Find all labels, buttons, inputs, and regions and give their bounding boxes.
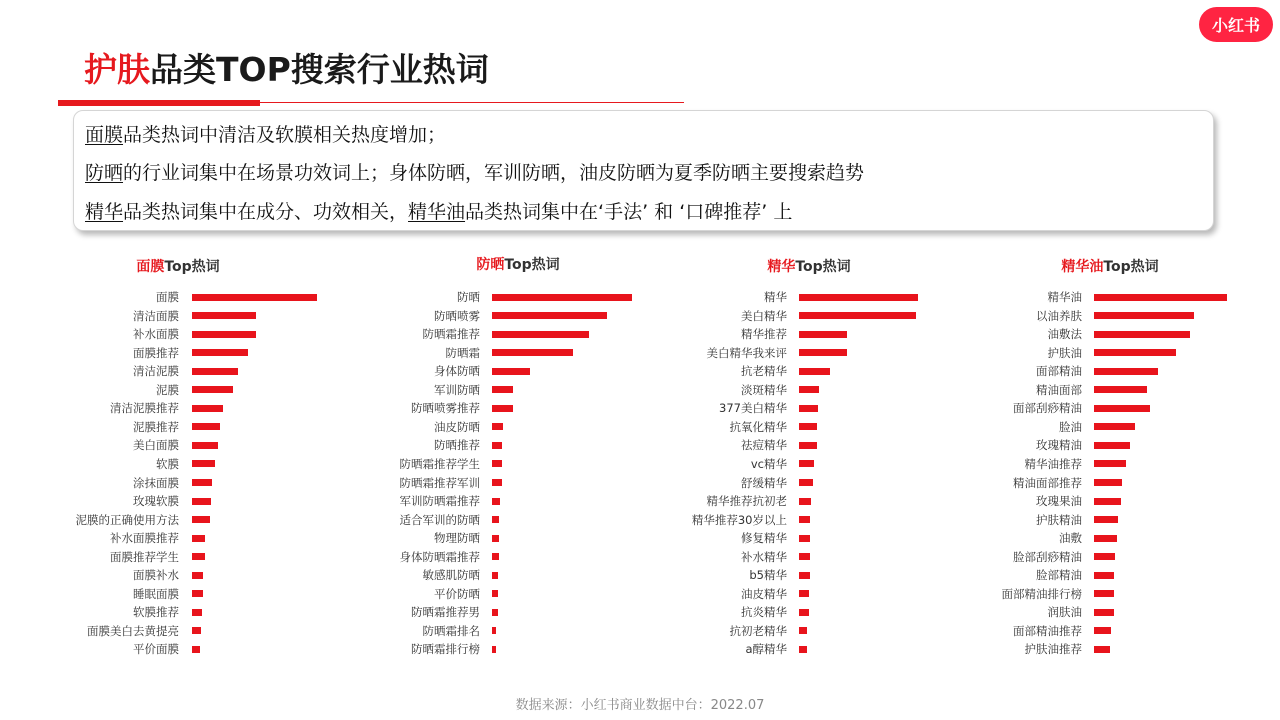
bar — [1094, 516, 1118, 523]
category-label: 以油养肤 — [1036, 308, 1082, 323]
bar — [492, 405, 513, 412]
category-label: 润肤油 — [1047, 605, 1082, 620]
bar — [492, 331, 589, 338]
bar — [492, 460, 502, 467]
category-label: 面膜补水 — [133, 568, 179, 583]
chart-title-highlight: 精华油 — [1061, 259, 1104, 275]
category-label: 精油面部 — [1036, 382, 1082, 397]
bar — [1094, 405, 1150, 412]
category-label: 面部刮痧精油 — [1013, 401, 1082, 416]
category-label: 软膜推荐 — [133, 605, 179, 620]
chart-title — [767, 256, 850, 276]
category-label: 补水面膜 — [133, 327, 179, 342]
summary-keyword: 防晒 — [85, 162, 124, 184]
category-label: 祛痘精华 — [741, 438, 787, 453]
bar — [1094, 572, 1114, 579]
bar — [1094, 553, 1115, 560]
bar — [799, 423, 817, 430]
bar — [1094, 331, 1190, 338]
category-label: 脸油 — [1059, 419, 1082, 434]
bar — [799, 627, 807, 634]
bar — [1094, 386, 1147, 393]
category-label: 防晒霜 — [445, 345, 480, 360]
category-label: 防晒 — [457, 290, 480, 304]
bar — [192, 386, 233, 393]
chart-title — [476, 254, 559, 274]
category-label: 清洁面膜 — [133, 308, 179, 323]
category-label: 精华油推荐 — [1024, 456, 1082, 471]
bar — [192, 331, 256, 338]
bar — [192, 609, 202, 616]
bar — [492, 386, 513, 393]
chart-title-rest: Top热词 — [1103, 259, 1159, 275]
category-label: 泥膜推荐 — [133, 419, 179, 434]
category-label: 美白精华 — [741, 308, 787, 323]
bar — [192, 423, 220, 430]
summary-box — [73, 110, 1214, 231]
bar — [192, 646, 200, 653]
bar — [1094, 627, 1111, 634]
category-label: 平价防晒 — [434, 586, 480, 601]
bar — [492, 498, 500, 505]
logo-text: 小红书 — [1211, 16, 1260, 35]
bar — [192, 312, 256, 319]
bar — [192, 405, 223, 412]
category-label: 舒缓精华 — [741, 475, 787, 490]
category-label: 油皮防晒 — [434, 419, 480, 434]
bar — [492, 627, 496, 634]
category-label: 清洁泥膜 — [133, 364, 179, 379]
bar — [192, 627, 201, 634]
summary-keyword: 面膜 — [85, 124, 124, 146]
bar — [492, 535, 499, 542]
category-label: 软膜 — [156, 456, 179, 471]
category-label: 防晒霜推荐 — [422, 327, 480, 342]
category-label: 抗初老精华 — [729, 623, 787, 638]
bar — [799, 609, 809, 616]
summary-keyword: 精华油 — [408, 201, 466, 223]
bar — [492, 368, 530, 375]
bar — [1094, 498, 1121, 505]
category-label: 玫瑰果油 — [1036, 494, 1082, 509]
bar — [1094, 535, 1117, 542]
chart-title — [136, 256, 219, 276]
bar — [799, 386, 819, 393]
summary-text: 的行业词集中在场景功效词上；身体防晒，军训防晒，油皮防晒为夏季防晒主要搜索趋势 — [123, 162, 865, 184]
category-label: 面部精油推荐 — [1013, 623, 1082, 638]
page-title — [84, 48, 489, 92]
title-highlight: 护肤 — [84, 50, 150, 89]
bar — [799, 294, 918, 301]
bar — [192, 498, 211, 505]
category-label: 防晒霜排名 — [422, 623, 480, 638]
summary-line-1 — [85, 122, 446, 148]
bar — [192, 572, 203, 579]
bar — [799, 553, 810, 560]
category-label: 护肤精油 — [1036, 512, 1082, 527]
summary-text: 品类热词集中在‘手法’ 和 ‘口碑推荐’ 上 — [465, 201, 793, 223]
category-label: 面膜 — [156, 290, 179, 304]
category-label: 面部精油排行榜 — [1001, 586, 1082, 601]
data-source-footer: 数据来源：小红书商业数据中台：2022.07 — [515, 698, 765, 713]
bar — [192, 553, 205, 560]
summary-line-2 — [85, 160, 864, 186]
category-label: 防晒推荐 — [434, 438, 480, 453]
bar — [492, 609, 498, 616]
category-label: 军训防晒 — [434, 382, 480, 397]
bar — [492, 646, 496, 653]
chart-title-rest: Top热词 — [795, 259, 851, 275]
summary-text: 品类热词中清洁及软膜相关热度增加； — [123, 124, 447, 146]
bar — [1094, 442, 1130, 449]
category-label: 清洁泥膜推荐 — [110, 401, 179, 416]
bar — [799, 442, 817, 449]
category-label: 护肤油推荐 — [1024, 642, 1082, 657]
bar — [192, 349, 248, 356]
bar — [799, 498, 811, 505]
bar — [799, 646, 807, 653]
category-label: 平价面膜 — [133, 642, 179, 657]
category-label: 抗氧化精华 — [729, 419, 787, 434]
bar — [799, 460, 814, 467]
category-label: 修复精华 — [741, 531, 787, 546]
bar — [492, 442, 502, 449]
category-label: 脸部精油 — [1036, 568, 1082, 583]
category-label: 防晒喷雾 — [434, 308, 480, 323]
category-label: 补水面膜推荐 — [110, 531, 179, 546]
category-label: 377美白精华 — [719, 401, 787, 416]
bar — [1094, 294, 1227, 301]
category-label: 护肤油 — [1047, 345, 1082, 360]
bar — [1094, 312, 1194, 319]
xiaohongshu-logo — [1199, 7, 1273, 42]
bar — [492, 349, 573, 356]
category-label: 敏感肌防晒 — [422, 568, 480, 583]
bar — [492, 423, 503, 430]
category-label: 脸部刮痧精油 — [1013, 549, 1082, 564]
category-label: 淡斑精华 — [741, 382, 787, 397]
category-label: 面膜推荐学生 — [110, 549, 179, 564]
category-label: 抗炎精华 — [741, 605, 787, 620]
category-label: 精华推荐抗初老 — [706, 494, 787, 509]
bar — [192, 368, 238, 375]
category-label: 油敷 — [1059, 531, 1082, 546]
bar — [1094, 349, 1176, 356]
category-label: 防晒霜推荐军训 — [399, 475, 480, 490]
bar — [799, 331, 847, 338]
summary-keyword: 精华 — [85, 201, 124, 223]
bar — [1094, 460, 1126, 467]
category-label: 防晒喷雾推荐 — [411, 401, 480, 416]
bar — [799, 479, 813, 486]
category-label: b5精华 — [749, 568, 787, 583]
category-label: 泥膜 — [156, 382, 179, 397]
bar — [799, 516, 810, 523]
category-label: 防晒霜排行榜 — [411, 642, 480, 657]
category-label: a醇精华 — [745, 642, 787, 657]
category-label: 身体防晒霜推荐 — [399, 549, 480, 564]
bar — [192, 460, 215, 467]
bar — [1094, 479, 1122, 486]
category-label: 面膜推荐 — [133, 345, 179, 360]
bar — [192, 442, 218, 449]
chart-title — [1061, 256, 1158, 276]
bar — [492, 590, 498, 597]
bar — [799, 405, 818, 412]
category-label: vc精华 — [750, 456, 787, 471]
category-label: 精油面部推荐 — [1013, 475, 1082, 490]
category-label: 补水精华 — [741, 549, 787, 564]
category-label: 精华油 — [1047, 290, 1082, 304]
chart-title-highlight: 精华 — [767, 259, 796, 275]
bar — [799, 368, 830, 375]
bar — [1094, 609, 1114, 616]
category-label: 面膜美白去黄提亮 — [87, 623, 179, 638]
category-label: 面部精油 — [1036, 364, 1082, 379]
chart-title-rest: Top热词 — [164, 259, 220, 275]
bar — [799, 349, 847, 356]
category-label: 玫瑰精油 — [1036, 438, 1082, 453]
bar — [492, 572, 498, 579]
bar — [492, 312, 607, 319]
title-underline-accent — [58, 100, 260, 106]
bar — [799, 572, 810, 579]
category-label: 适合军训的防晒 — [399, 512, 480, 527]
category-label: 油敷法 — [1047, 327, 1082, 342]
bar — [1094, 646, 1110, 653]
category-label: 抗老精华 — [741, 364, 787, 379]
category-label: 精华推荐 — [741, 327, 787, 342]
bar — [192, 516, 210, 523]
category-label: 物理防晒 — [434, 531, 480, 546]
bar — [192, 535, 205, 542]
summary-text: 品类热词集中在成分、功效相关， — [123, 201, 409, 223]
category-label: 玫瑰软膜 — [133, 494, 179, 509]
bar — [1094, 368, 1158, 375]
bar — [492, 294, 632, 301]
category-label: 军训防晒霜推荐 — [399, 494, 480, 509]
category-label: 精华推荐30岁以上 — [691, 512, 787, 527]
chart-title-rest: Top热词 — [504, 257, 560, 273]
bar — [799, 535, 810, 542]
category-label: 美白面膜 — [133, 438, 179, 453]
chart-title-highlight: 防晒 — [476, 257, 505, 273]
bar — [799, 590, 809, 597]
bar — [492, 553, 499, 560]
category-label: 精华 — [764, 290, 787, 304]
category-label: 油皮精华 — [741, 586, 787, 601]
category-label: 泥膜的正确使用方法 — [75, 512, 179, 527]
category-label: 防晒霜推荐学生 — [399, 456, 480, 471]
category-label: 防晒霜推荐男 — [411, 605, 480, 620]
bar — [799, 312, 916, 319]
category-label: 睡眠面膜 — [133, 586, 179, 601]
bar — [1094, 590, 1114, 597]
bar — [492, 479, 502, 486]
chart-title-highlight: 面膜 — [136, 259, 165, 275]
bar — [1094, 423, 1135, 430]
category-label: 美白精华我来评 — [706, 345, 787, 360]
bar — [192, 479, 212, 486]
category-label: 身体防晒 — [434, 364, 480, 379]
title-rest: 品类TOP搜索行业热词 — [150, 50, 489, 89]
bar — [192, 590, 203, 597]
bar — [492, 516, 499, 523]
summary-line-3 — [85, 199, 792, 225]
category-label: 涂抹面膜 — [133, 475, 179, 490]
bar — [192, 294, 317, 301]
